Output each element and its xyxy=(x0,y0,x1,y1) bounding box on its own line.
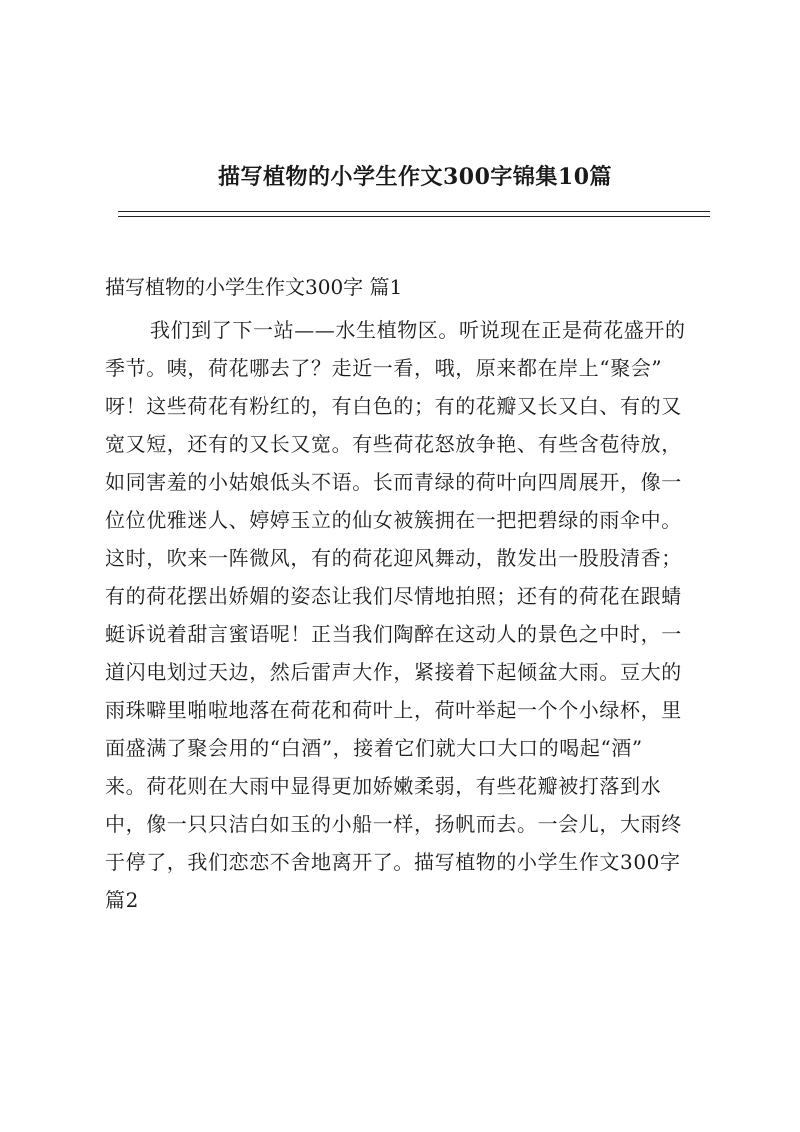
body-line: 季节。咦，荷花哪去了？走近一看，哦，原来都在岸上“聚会” xyxy=(105,356,663,380)
document-title: 描写植物的小学生作文300字锦集10篇 xyxy=(217,164,613,190)
body-line: 位位优雅迷人、婷婷玉立的仙女被簇拥在一把把碧绿的雨伞中。 xyxy=(105,508,682,532)
body-line: 篇2 xyxy=(105,888,139,912)
body-line: 于停了，我们恋恋不舍地离开了。描写植物的小学生作文300字 xyxy=(105,850,681,874)
body-line: 宽又短，还有的又长又宽。有些荷花怒放争艳、有些含苞待放， xyxy=(105,432,682,456)
body-line: 面盛满了聚会用的“白酒”，接着它们就大口大口的喝起“酒” xyxy=(105,736,643,760)
body-line: 我们到了下一站——水生植物区。听说现在正是荷花盛开的 xyxy=(150,318,686,342)
body-line: 有的荷花摆出娇媚的姿态让我们尽情地拍照；还有的荷花在跟蜻 xyxy=(105,584,682,608)
body-line: 呀！这些荷花有粉红的，有白色的；有的花瓣又长又白、有的又 xyxy=(105,394,682,418)
title-rule-top xyxy=(118,211,710,212)
body-line: 道闪电划过天边，然后雷声大作，紧接着下起倾盆大雨。豆大的 xyxy=(105,660,682,684)
body-line: 蜓诉说着甜言蜜语呢！正当我们陶醉在这动人的景色之中时，一 xyxy=(105,622,682,646)
body-line: 如同害羞的小姑娘低头不语。长而青绿的荷叶向四周展开，像一 xyxy=(105,470,682,494)
body-line: 来。荷花则在大雨中显得更加娇嫩柔弱，有些花瓣被打落到水 xyxy=(105,774,662,798)
body-line: 雨珠噼里啪啦地落在荷花和荷叶上，荷叶举起一个个小绿杯，里 xyxy=(105,698,682,722)
body-line: 中，像一只只洁白如玉的小船一样，扬帆而去。一会儿，大雨终 xyxy=(105,812,682,836)
body-line: 这时，吹来一阵微风，有的荷花迎风舞动，散发出一股股清香； xyxy=(105,546,682,570)
section-heading: 描写植物的小学生作文300字 篇1 xyxy=(105,275,403,299)
title-rule-bottom xyxy=(118,216,710,217)
